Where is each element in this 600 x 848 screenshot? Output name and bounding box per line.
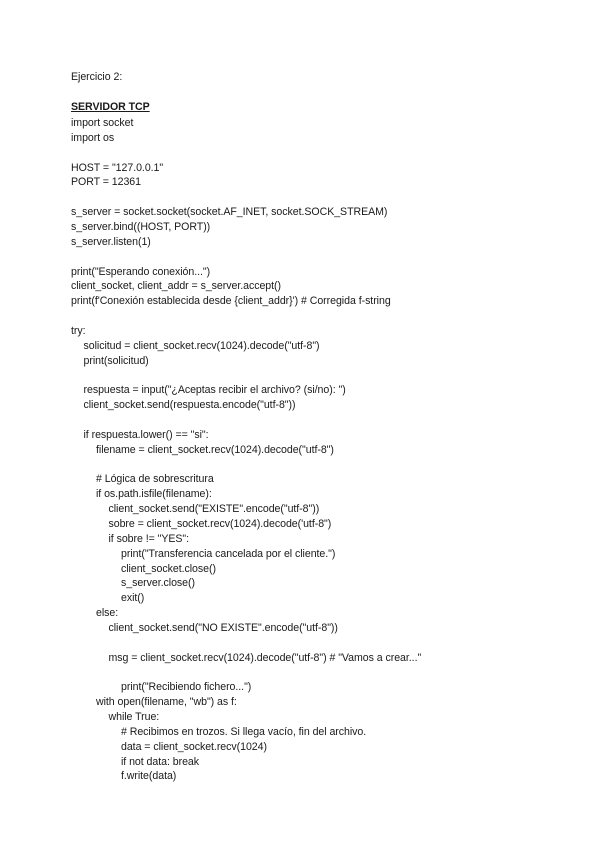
code-line: msg = client_socket.recv(1024).decode("utf-8") # "Vamos a crear..." bbox=[108, 651, 422, 664]
code-line: filename = client_socket.recv(1024).decode("utf-8") bbox=[96, 443, 334, 456]
exercise-title: Ejercicio 2: bbox=[71, 71, 123, 83]
code-line: import os bbox=[71, 131, 115, 144]
code-line: while True: bbox=[108, 711, 160, 723]
code-line: client_socket.send("EXISTE".encode("utf-8")) bbox=[108, 503, 320, 516]
code-line: if respuesta.lower() == "si": bbox=[83, 428, 209, 441]
code-line: s_server.bind((HOST, PORT)) bbox=[71, 220, 211, 233]
code-line: solicitud = client_socket.recv(1024).decode("utf-8") bbox=[83, 339, 320, 352]
code-line: try: bbox=[71, 324, 86, 337]
section-heading: SERVIDOR TCP bbox=[71, 101, 150, 113]
code-line: # Lógica de sobrescritura bbox=[96, 473, 214, 486]
code-line: s_server.close() bbox=[121, 577, 195, 590]
code-line: exit() bbox=[121, 592, 145, 605]
code-line: print("Esperando conexión...") bbox=[71, 265, 211, 278]
code-line: s_server = socket.socket(socket.AF_INET, socket.SOCK_STREAM) bbox=[71, 206, 388, 219]
code-line: print(solicitud) bbox=[83, 354, 149, 367]
code-line: respuesta = input("¿Aceptas recibir el archivo? (si/no): ") bbox=[83, 384, 346, 397]
code-line: client_socket.send(respuesta.encode("utf-8")) bbox=[83, 399, 296, 412]
code-line: f.write(data) bbox=[121, 770, 177, 783]
code-line: if not data: break bbox=[121, 755, 200, 768]
code-line: client_socket.send("NO EXISTE".encode("utf-8")) bbox=[108, 621, 338, 634]
code-line: if sobre != "YES": bbox=[108, 532, 190, 545]
code-line: # Recibimos en trozos. Si llega vacío, fin del archivo. bbox=[121, 725, 367, 738]
code-line: sobre = client_socket.recv(1024).decode('utf-8") bbox=[108, 518, 332, 530]
code-line: else: bbox=[96, 607, 119, 619]
code-line: HOST = "127.0.0.1" bbox=[71, 161, 164, 174]
code-line: if os.path.isfile(filename): bbox=[96, 488, 212, 501]
code-line: print(f'Conexión establecida desde {client_addr}') # Corregida f-string bbox=[71, 295, 391, 308]
code-line: PORT = 12361 bbox=[71, 176, 141, 189]
code-line: data = client_socket.recv(1024) bbox=[121, 740, 267, 753]
code-line: with open(filename, "wb") as f: bbox=[96, 696, 237, 709]
code-line: print("Transferencia cancelada por el cliente.") bbox=[121, 547, 336, 560]
code-line: client_socket.close() bbox=[121, 562, 216, 575]
code-line: s_server.listen(1) bbox=[71, 235, 151, 248]
code-line: print("Recibiendo fichero...") bbox=[121, 681, 252, 694]
code-line: import socket bbox=[71, 117, 134, 129]
code-line: client_socket, client_addr = s_server.accept() bbox=[71, 280, 281, 293]
